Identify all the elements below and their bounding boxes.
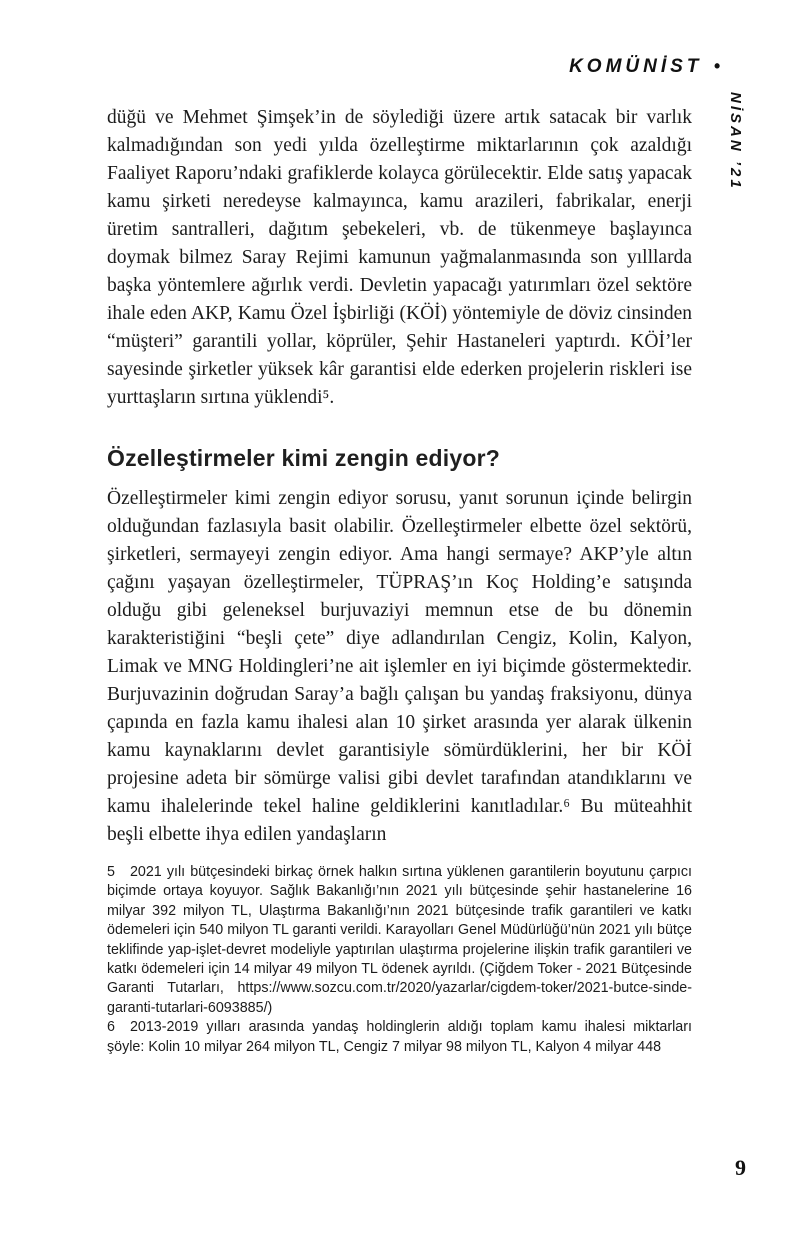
masthead (569, 56, 720, 78)
paragraph-continuation: düğü ve Mehmet Şimşek’in de söylediği üzere artık satacak bir varlık kalmadığından son yedi yılda özelleştirme miktarlarının çok azaldığı Faaliyet Raporu’ndaki grafiklerde kolayca görülecektir. Elde satış yapacak kamu şirketi neredeyse kalmayınca, kamu arazileri, fabrikalar, enerji üretim santralleri, dağıtım şebekeleri, vb. de tükenmeye başlayınca doymak bilmez Saray Rejimi kamunun yağmalanmasında son yılllarda başka yöntemlere ağırlık verdi. Devletin yapacağı yatırımları özel sektöre ihale eden AKP, Kamu Özel İşbirliği (KÖİ) yöntemiyle de döviz cinsinden “müşteri” garantili yollar, köprüler, Şehir Hastaneleri yaptırdı. KÖİ’ler sayesinde şirketler yüksek kâr garantisi elde ederken projelerin riskleri ise yurttaşların sırtına yüklendi⁵. (107, 107, 692, 408)
paragraph: Özelleştirmeler kimi zengin ediyor sorusu, yanıt sorunun içinde belirgin olduğundan fazlasıyla basit olabilir. Özelleştirmeler elbette özel sektörü, şirketleri, sermayeyi zengin ediyor. Ama hangi sermaye? AKP’yle altın çağını yaşayan özelleştirmeler, TÜPRAŞ’ın Koç Holding’e satışında olduğu gibi geleneksel burjuvaziyi memnun etse de bu dönemin karakteristiğini “beşli çete” diye adlandırılan Cengiz, Kolin, Kalyon, Limak ve MNG Holdingleri’ne ait işlemler en iyi biçimde göstermektedir. Burjuvazinin doğrudan Saray’a bağlı çalışan bu yandaş fraksiyonu, dünya çapında en fazla kamu ihalesi alan 10 şirket arasında yer alarak ülkenin kamu kaynaklarını devlet garantisiyle sömürdüklerini, her bir KÖİ projesine adeta bir sömürge valisi gibi devlet tarafından atandıklarını ve kamu ihalelerinde tekel haline geldiklerini kanıtladılar.⁶ Bu müteahhit beşli elbette ihya edilen yandaşların (107, 488, 692, 845)
section-heading: Özelleştirmeler kimi zengin ediyor? (107, 445, 501, 471)
page-number: 9 (735, 1155, 746, 1180)
issue-label: NİSAN ’21 (727, 92, 744, 191)
article-body (107, 104, 692, 1057)
footnote-number: 6 (107, 1019, 115, 1036)
footnote-6 (107, 1018, 692, 1057)
footnote-number: 5 (107, 864, 115, 880)
magazine-title: KOMÜNİST (569, 56, 703, 77)
footnotes-section (107, 863, 692, 1057)
footnote-text: 2013-2019 yılları arasında yandaş holdinglerin aldığı toplam kamu ihalesi miktarları şöyle: Kolin 10 milyar 264 milyon TL, Cengiz 7 milyar 98 milyon TL, Kalyon 4 milyar 448 (107, 1019, 692, 1055)
footnote-5 (107, 863, 692, 1018)
masthead-bullet-icon: • (713, 56, 720, 76)
footnote-text: 2021 yılı bütçesindeki birkaç örnek halkın sırtına yüklenen garantilerin boyutunu çarpıcı biçimde ortaya koyuyor. Sağlık Bakanlığı’nın 2021 yılı bütçesinde şehir hastanelerine 16 milyar 392 milyon TL, Ulaştırma Bakanlığı’nın 2021 bütçesinde trafik garantileri ve katkı ödemeleri için 540 milyon TL garanti verildi. Karayolları Genel Müdürlüğü’nün 2021 yılı bütçe teklifinde yap-işlet-devret modeliyle yaptırılan ulaştırma projelerine ilişkin trafik garantileri ve katkı ödemeleri için 14 milyar 49 milyon TL ödenek ayrıldı. (Çiğdem Toker - 2021 Bütçesinde Garanti Tutarları, https://www.sozcu.com.tr/2020/yazarlar/cigdem-toker/2021-butce-sinde-garanti-tutarlari-6093885/) (107, 864, 692, 1016)
